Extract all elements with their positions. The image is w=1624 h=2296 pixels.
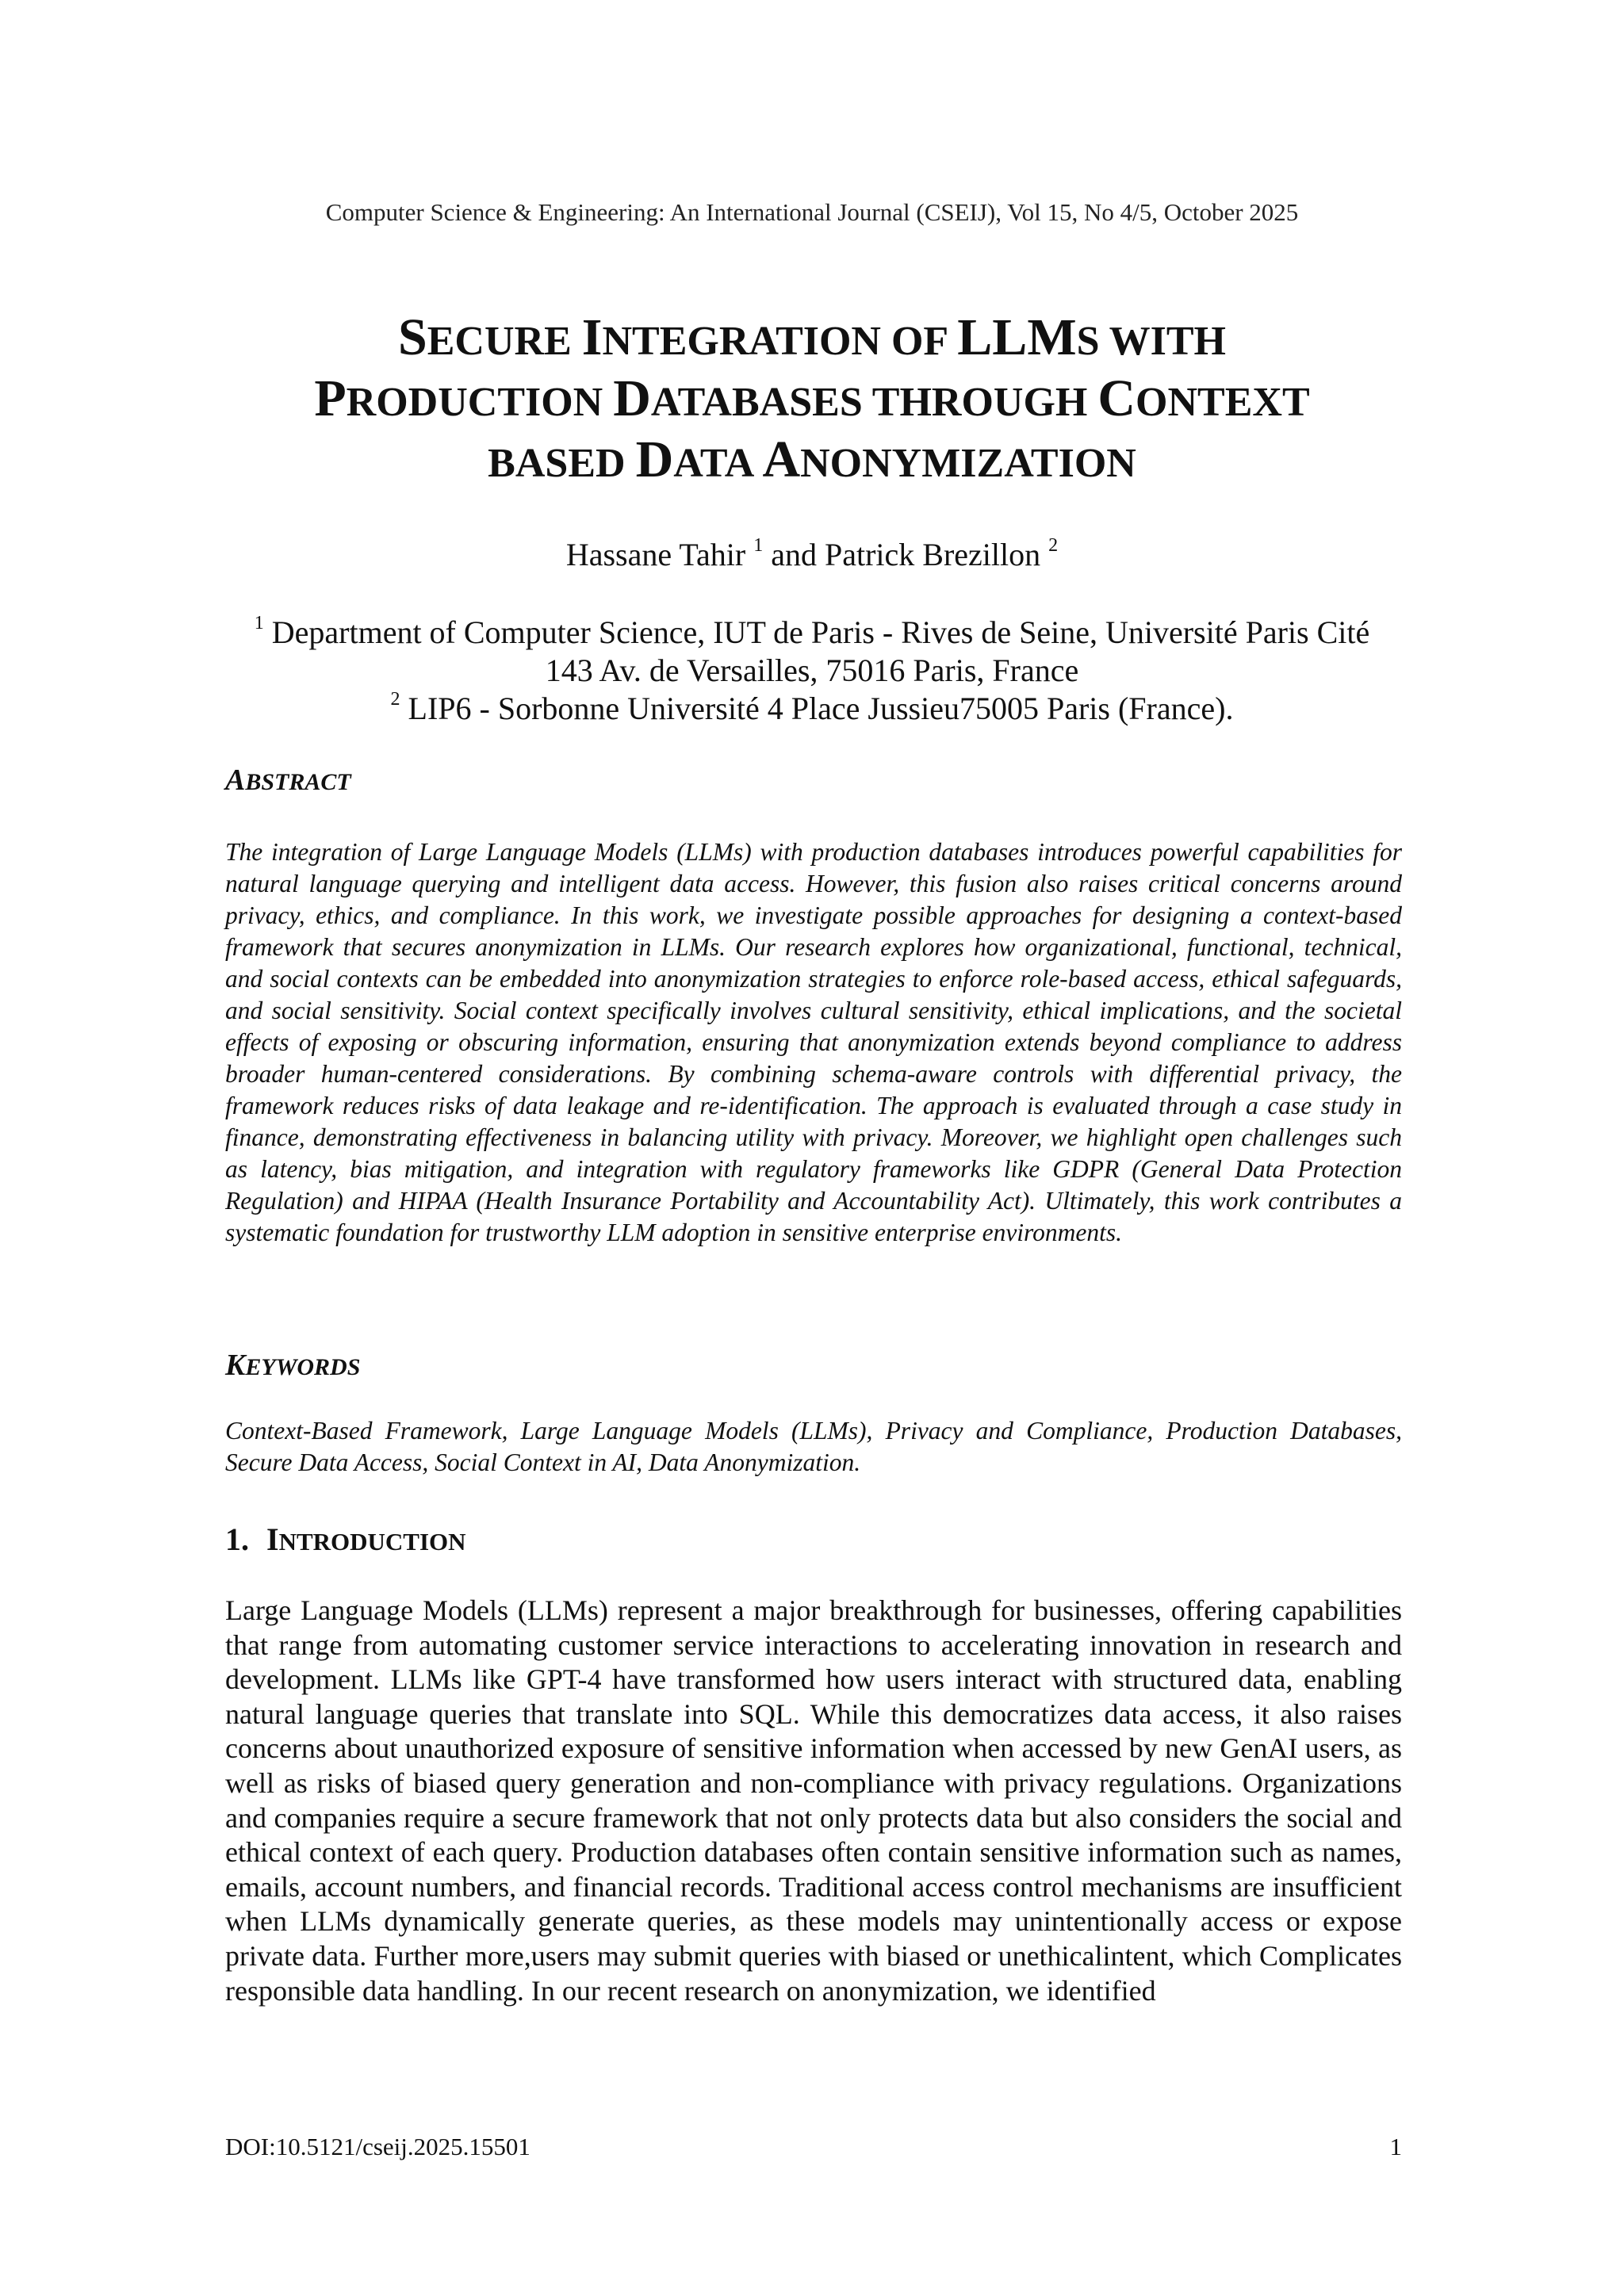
running-head: Computer Science & Engineering: An International Journal (CSEIJ), Vol 15, No 4/5, October 2025: [325, 198, 1299, 226]
keywords-text: Context-Based Framework, Large Language Models (LLMs), Privacy and Compliance, Production Databases, Secure Data Access, Social Context in AI, Data Anonymization.: [225, 1417, 1402, 1476]
keywords-heading: KEYWORDS: [225, 1349, 361, 1382]
affiliation-marker: 2: [1048, 535, 1059, 556]
abstract-text: The integration of Large Language Models (LLMs) with production databases introduces powerful capabilities for natural language querying and intelligent data access. However, this fusion also raises critical concerns around privacy, ethics, and compliance. In this work, we investigate possible approaches for designing a context-based framework that secures anonymization in LLMs. Our research explores how organizational, functional, technical, and social contexts can be embedded into anonymization strategies to enforce role-based access, ethical safeguards, and social sensitivity. Social context specifically involves cultural sensitivity, ethical implications, and the societal effects of exposing or obscuring information, ensuring that anonymization extends beyond compliance to address broader human-centered considerations. By combining schema-aware controls with differential privacy, the framework reduces risks of data leakage and re-identification. The approach is evaluated through a case study in finance, demonstrating effectiveness in balancing utility with privacy. Moreover, we highlight open challenges such as latency, bias mitigation, and integration with regulatory frameworks like GDPR (General Data Protection Regulation) and HIPAA (Health Insurance Portability and Accountability Act). Ultimately, this work contributes a systematic foundation for trustworthy LLM adoption in sensitive enterprise environments.: [225, 838, 1402, 1246]
title-line-2: PRODUCTION DATABASES THROUGH CONTEXT: [314, 369, 1310, 427]
affiliation-1: $^1$ Department of Computer Science, IUT de Paris - Rives de Seine, Université Paris Cité: [254, 613, 1370, 650]
abstract-body: [225, 836, 1402, 1249]
affiliation-marker: 1: [753, 535, 764, 556]
keywords-body: [225, 1415, 1402, 1479]
affiliations: [0, 614, 1624, 728]
author-list: Hassane Tahir $^1$ and Patrick Brezillon $^2$: [565, 535, 1059, 572]
section-number: 1.: [225, 1521, 249, 1557]
introduction-body: [225, 1594, 1402, 2008]
page-number: 1: [1389, 2133, 1402, 2160]
affiliation-2: $^2$ LIP6 - Sorbonne Université 4 Place Jussieu75005 Paris (France).: [390, 689, 1234, 726]
author-name: Patrick Brezillon: [825, 537, 1041, 572]
introduction-paragraph: Large Language Models (LLMs) represent a major breakthrough for businesses, offering capabilities that range from automating customer service interactions to accelerating innovation in research and development. LLMs like GPT-4 have transformed how users interact with structured data, enabling natural language queries that translate into SQL. While this democratizes data access, it also raises concerns about unauthorized exposure of sensitive information when accessed by new GenAI users, as well as risks of biased query generation and non-compliance with privacy regulations. Organizations and companies require a secure framework that not only protects data but also considers the social and ethical context of each query. Production databases often contain sensitive information such as names, emails, account numbers, and financial records. Traditional access control mechanisms are insufficient when LLMs dynamically generate queries, as these models may unintentionally access or expose private data. Further more,users may submit queries with biased or unethicalintent, which Complicates responsible data handling. In our recent research on anonymization, we identified: [225, 1594, 1402, 2007]
title-line-3: BASED DATA ANONYMIZATION: [488, 430, 1136, 488]
doi-footer: DOI:10.5121/cseij.2025.15501: [225, 2133, 530, 2160]
introduction-heading: 1. INTRODUCTION: [225, 1521, 466, 1557]
paper-title: [159, 309, 1465, 492]
author-name: Hassane Tahir: [565, 537, 746, 572]
affiliation-1-address: 143 Av. de Versailles, 75016 Paris, France: [545, 652, 1079, 688]
abstract-heading: ABSTRACT: [225, 763, 351, 797]
title-line-1: SECURE INTEGRATION OF LLMS WITH: [398, 308, 1226, 366]
